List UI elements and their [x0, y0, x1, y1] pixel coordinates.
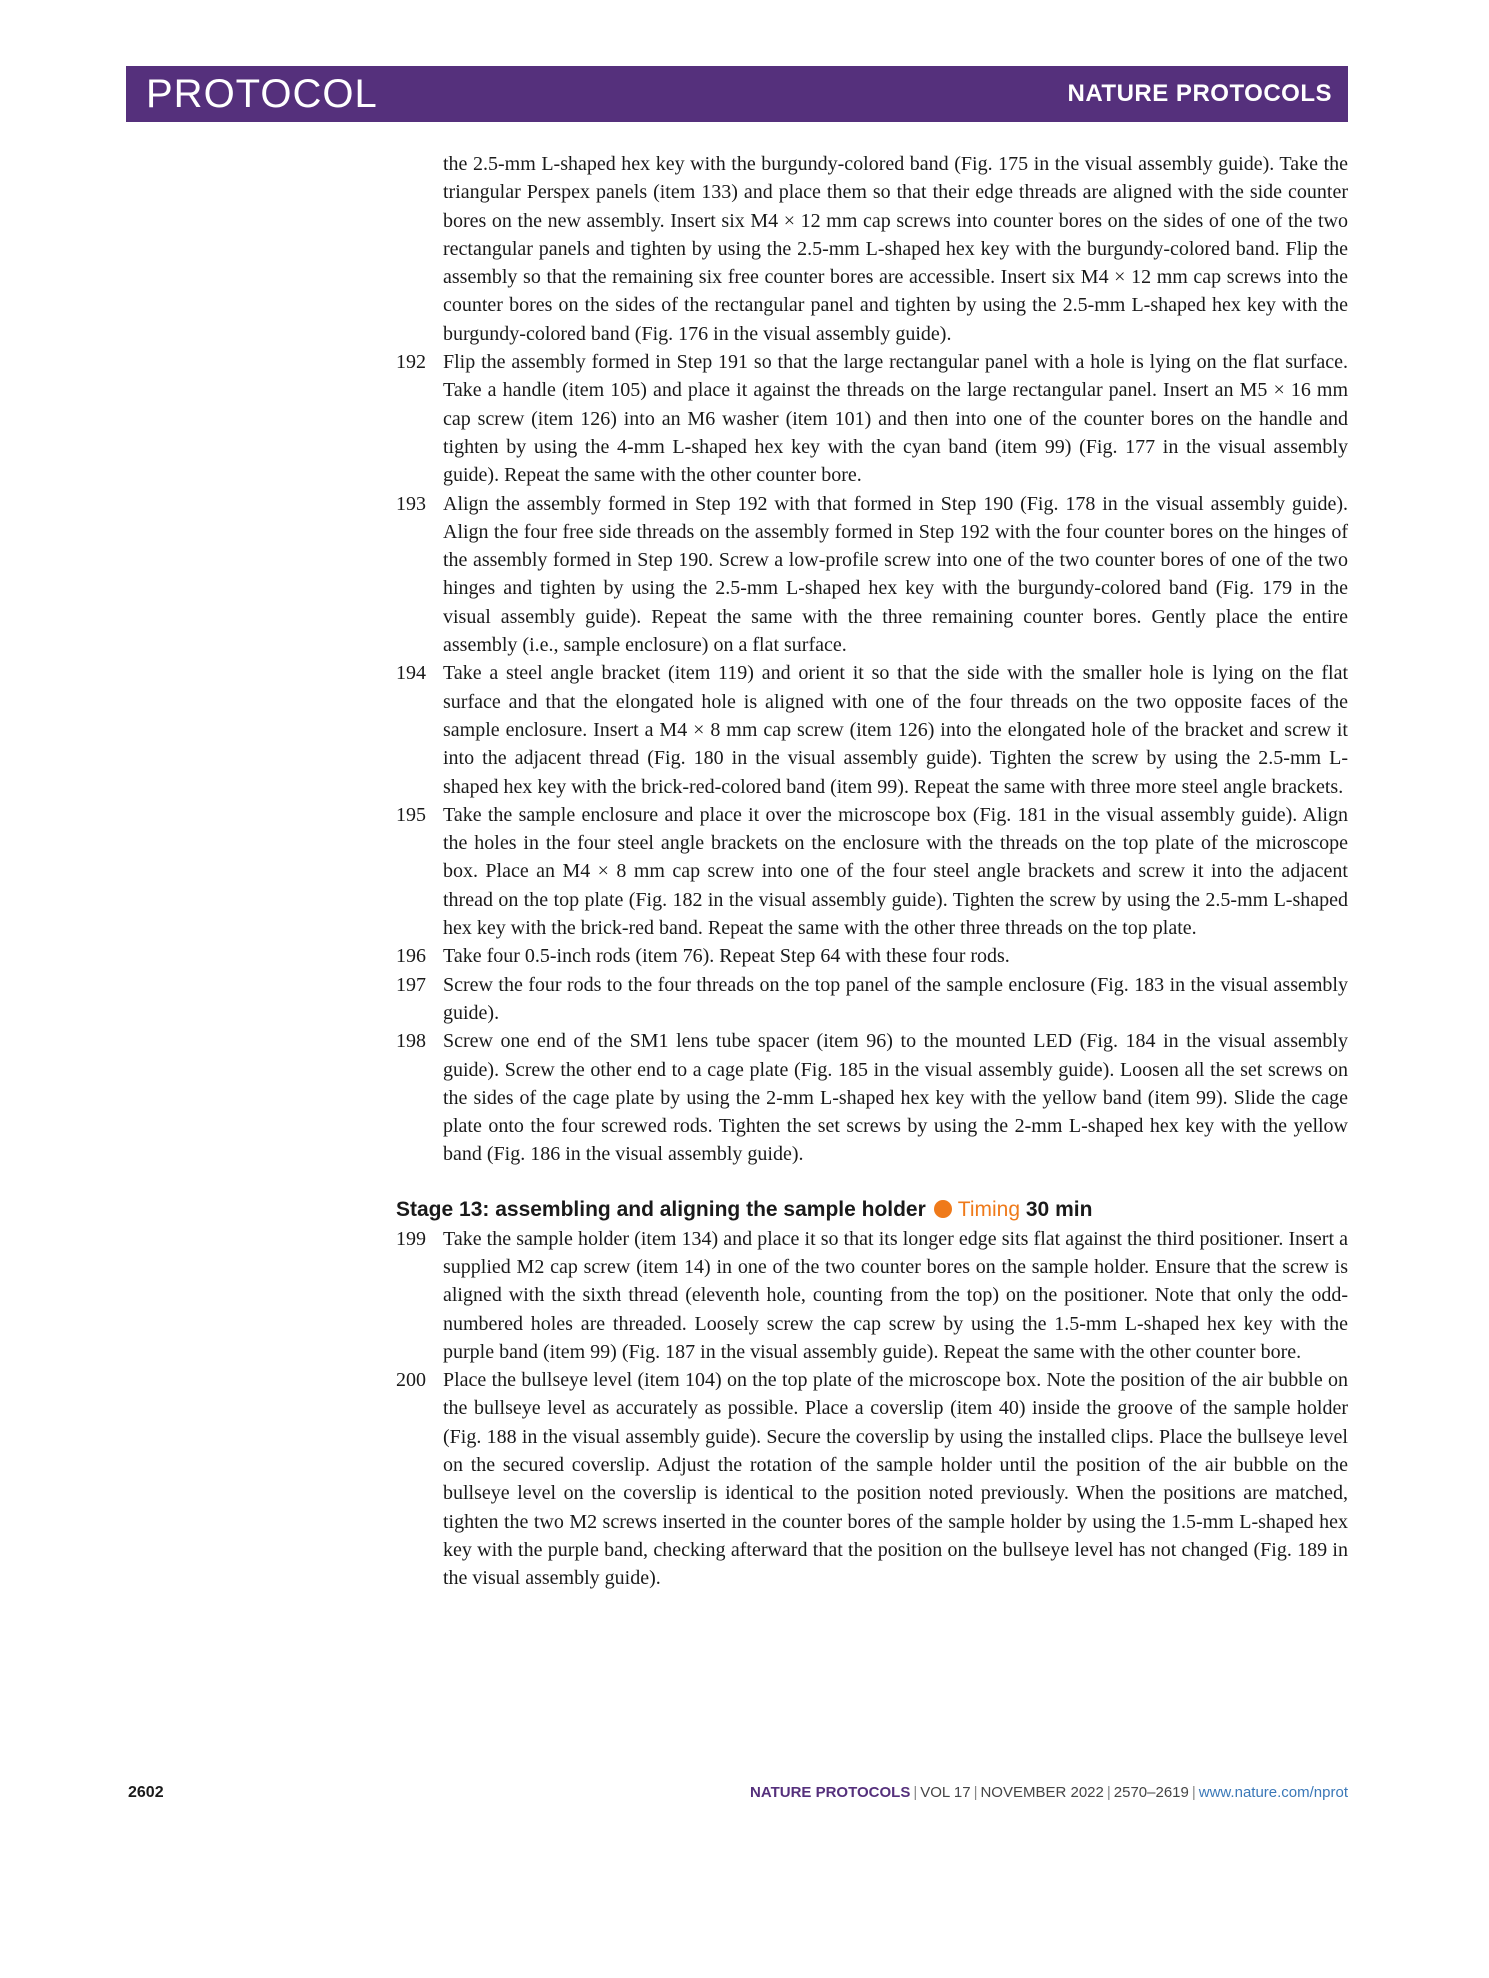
step-number: 199 [396, 1227, 426, 1250]
article-body [396, 150, 1348, 1593]
section-label: PROTOCOL [146, 72, 378, 116]
timing-label: Timing [957, 1197, 1021, 1221]
timing-dot-icon [934, 1200, 952, 1218]
stage-heading [396, 1195, 1348, 1225]
step-text: Screw the four rods to the four threads on the top panel of the sample enclosure (Fig. 183 in the visual assembly guide). [443, 973, 1348, 1024]
footer-date: NOVEMBER 2022 [980, 1784, 1104, 1801]
step-item [396, 1225, 1348, 1366]
step-item [396, 659, 1348, 800]
steps-list [396, 348, 1348, 1169]
footer-pages: 2570–2619 [1113, 1784, 1189, 1801]
stage-title: Stage 13: assembling and aligning the sample holder [396, 1197, 926, 1221]
page-number: 2602 [128, 1784, 164, 1801]
step-number: 194 [396, 662, 426, 685]
step-item [396, 1027, 1348, 1168]
step-text: Take the sample holder (item 134) and place it so that its longer edge sits flat against the third positioner. Insert a supplied M2 cap screw (item 14) in one of the two counter bores on the sample holder. Ensure that the screw is aligned with the sixth thread (eleventh hole, counting from the top) on the positioner. Note that only the odd-numbered holes are threaded. Loosely screw the cap screw by using the 1.5-mm L-shaped hex key with the purple band (item 99) (Fig. 187 in the visual assembly guide). Repeat the same with the other counter bore. [443, 1227, 1348, 1363]
step-number: 196 [396, 945, 426, 968]
step-number: 195 [396, 803, 426, 826]
step-text: Screw one end of the SM1 lens tube spacer (item 96) to the mounted LED (Fig. 184 in the visual assembly guide). Screw the other end to a cage plate (Fig. 185 in the visual assembly guide). Loosen all the set screws on the sides of the cage plate by using the 2-mm L-shaped hex key with the yellow band (item 99). Slide the cage plate onto the four screwed rods. Tighten the set screws by using the 2-mm L-shaped hex key with the yellow band (Fig. 186 in the visual assembly guide). [443, 1030, 1348, 1166]
step-item [396, 1366, 1348, 1592]
step-number: 193 [396, 492, 426, 515]
step-text: Take the sample enclosure and place it over the microscope box (Fig. 181 in the visual assembly guide). Align the holes in the four steel angle brackets on the enclosure with the threads on the top plate of the microscope box. Place an M4 × 8 mm cap screw into one of the four steel angle brackets and screw it into the adjacent thread on the top plate (Fig. 182 in the visual assembly guide). Tighten the screw by using the 2.5-mm L-shaped hex key with the brick-red band. Repeat the same with the other three threads on the top plate. [443, 803, 1348, 940]
step-number: 192 [396, 351, 426, 374]
step-number: 200 [396, 1369, 426, 1392]
step-item [396, 971, 1348, 1028]
footer-url[interactable]: www.nature.com/nprot [1198, 1784, 1348, 1801]
step-item [396, 490, 1348, 660]
footer-volume: VOL 17 [920, 1784, 971, 1801]
step-number: 198 [396, 1030, 426, 1053]
step-number: 197 [396, 973, 426, 996]
footer-citation: NATURE PROTOCOLS | VOL 17 | NOVEMBER 2022 | 2570–2619 | www.nature.com/nprot [750, 1784, 1348, 1801]
step-text: Take four 0.5-inch rods (item 76). Repeat Step 64 with these four rods. [443, 945, 1010, 968]
step-text: Flip the assembly formed in Step 191 so that the large rectangular panel with a hole is lying on the flat surface. Take a handle (item 105) and place it against the threads on the large rectangular panel. Insert an M5 × 16 mm cap screw (item 126) into an M6 washer (item 101) and then into one of the counter bores on the handle and tighten by using the 4-mm L-shaped hex key with the cyan band (item 99) (Fig. 177 in the visual assembly guide). Repeat the same with the other counter bore. [443, 351, 1348, 487]
steps-list [396, 1225, 1348, 1593]
footer-journal: NATURE PROTOCOLS [750, 1784, 911, 1801]
journal-label: NATURE PROTOCOLS [1067, 80, 1332, 107]
intro-paragraph: the 2.5-mm L-shaped hex key with the burgundy-colored band (Fig. 175 in the visual assembly guide). Take the triangular Perspex panels (item 133) and place them so that their edge threads are aligned with the side counter bores on the new assembly. Insert six M4 × 12 mm cap screws into counter bores on the sides of one of the two rectangular panels and tighten by using the 2.5-mm L-shaped hex key with the burgundy-colored band. Flip the assembly so that the remaining six free counter bores are accessible. Insert six M4 × 12 mm cap screws into the counter bores on the sides of the rectangular panel and tighten by using the 2.5-mm L-shaped hex key with the burgundy-colored band (Fig. 176 in the visual assembly guide). [443, 153, 1348, 345]
step-text: Place the bullseye level (item 104) on the top plate of the microscope box. Note the position of the air bubble on the bullseye level as accurately as possible. Place a coverslip (item 40) inside the groove of the sample holder (Fig. 188 in the visual assembly guide). Secure the coverslip by using the installed clips. Place the bullseye level on the secured coverslip. Adjust the rotation of the sample holder until the position of the air bubble on the bullseye level on the coverslip is identical to the position noted previously. When the positions are matched, tighten the two M2 screws inserted in the counter bores of the sample holder by using the 1.5-mm L-shaped hex key with the purple band, checking afterward that the position on the bullseye level has not changed (Fig. 189 in the visual assembly guide). [443, 1369, 1348, 1590]
step-item [396, 348, 1348, 489]
step-item [396, 942, 1348, 970]
timing-value: 30 min [1025, 1197, 1093, 1221]
step-text: Align the assembly formed in Step 192 with that formed in Step 190 (Fig. 178 in the visual assembly guide). Align the four free side threads on the assembly formed in Step 192 with the four counter bores on the hinges of the assembly formed in Step 190. Screw a low-profile screw into one of the two counter bores of one of the two hinges and tighten by using the 2.5-mm L-shaped hex key with the burgundy-colored band (Fig. 179 in the visual assembly guide). Repeat the same with the three remaining counter bores. Gently place the entire assembly (i.e., sample enclosure) on a flat surface. [443, 492, 1348, 657]
step-text: Take a steel angle bracket (item 119) and orient it so that the side with the smaller hole is lying on the flat surface and that the elongated hole is aligned with one of the four threads on the two opposite faces of the sample enclosure. Insert a M4 × 8 mm cap screw (item 126) into the elongated hole of the bracket and screw it into the adjacent thread (Fig. 180 in the visual assembly guide). Tighten the screw by using the 2.5-mm L-shaped hex key with the brick-red-colored band (item 99). Repeat the same with three more steel angle brackets. [443, 662, 1348, 798]
step-item [396, 801, 1348, 942]
header-banner [126, 66, 1348, 122]
